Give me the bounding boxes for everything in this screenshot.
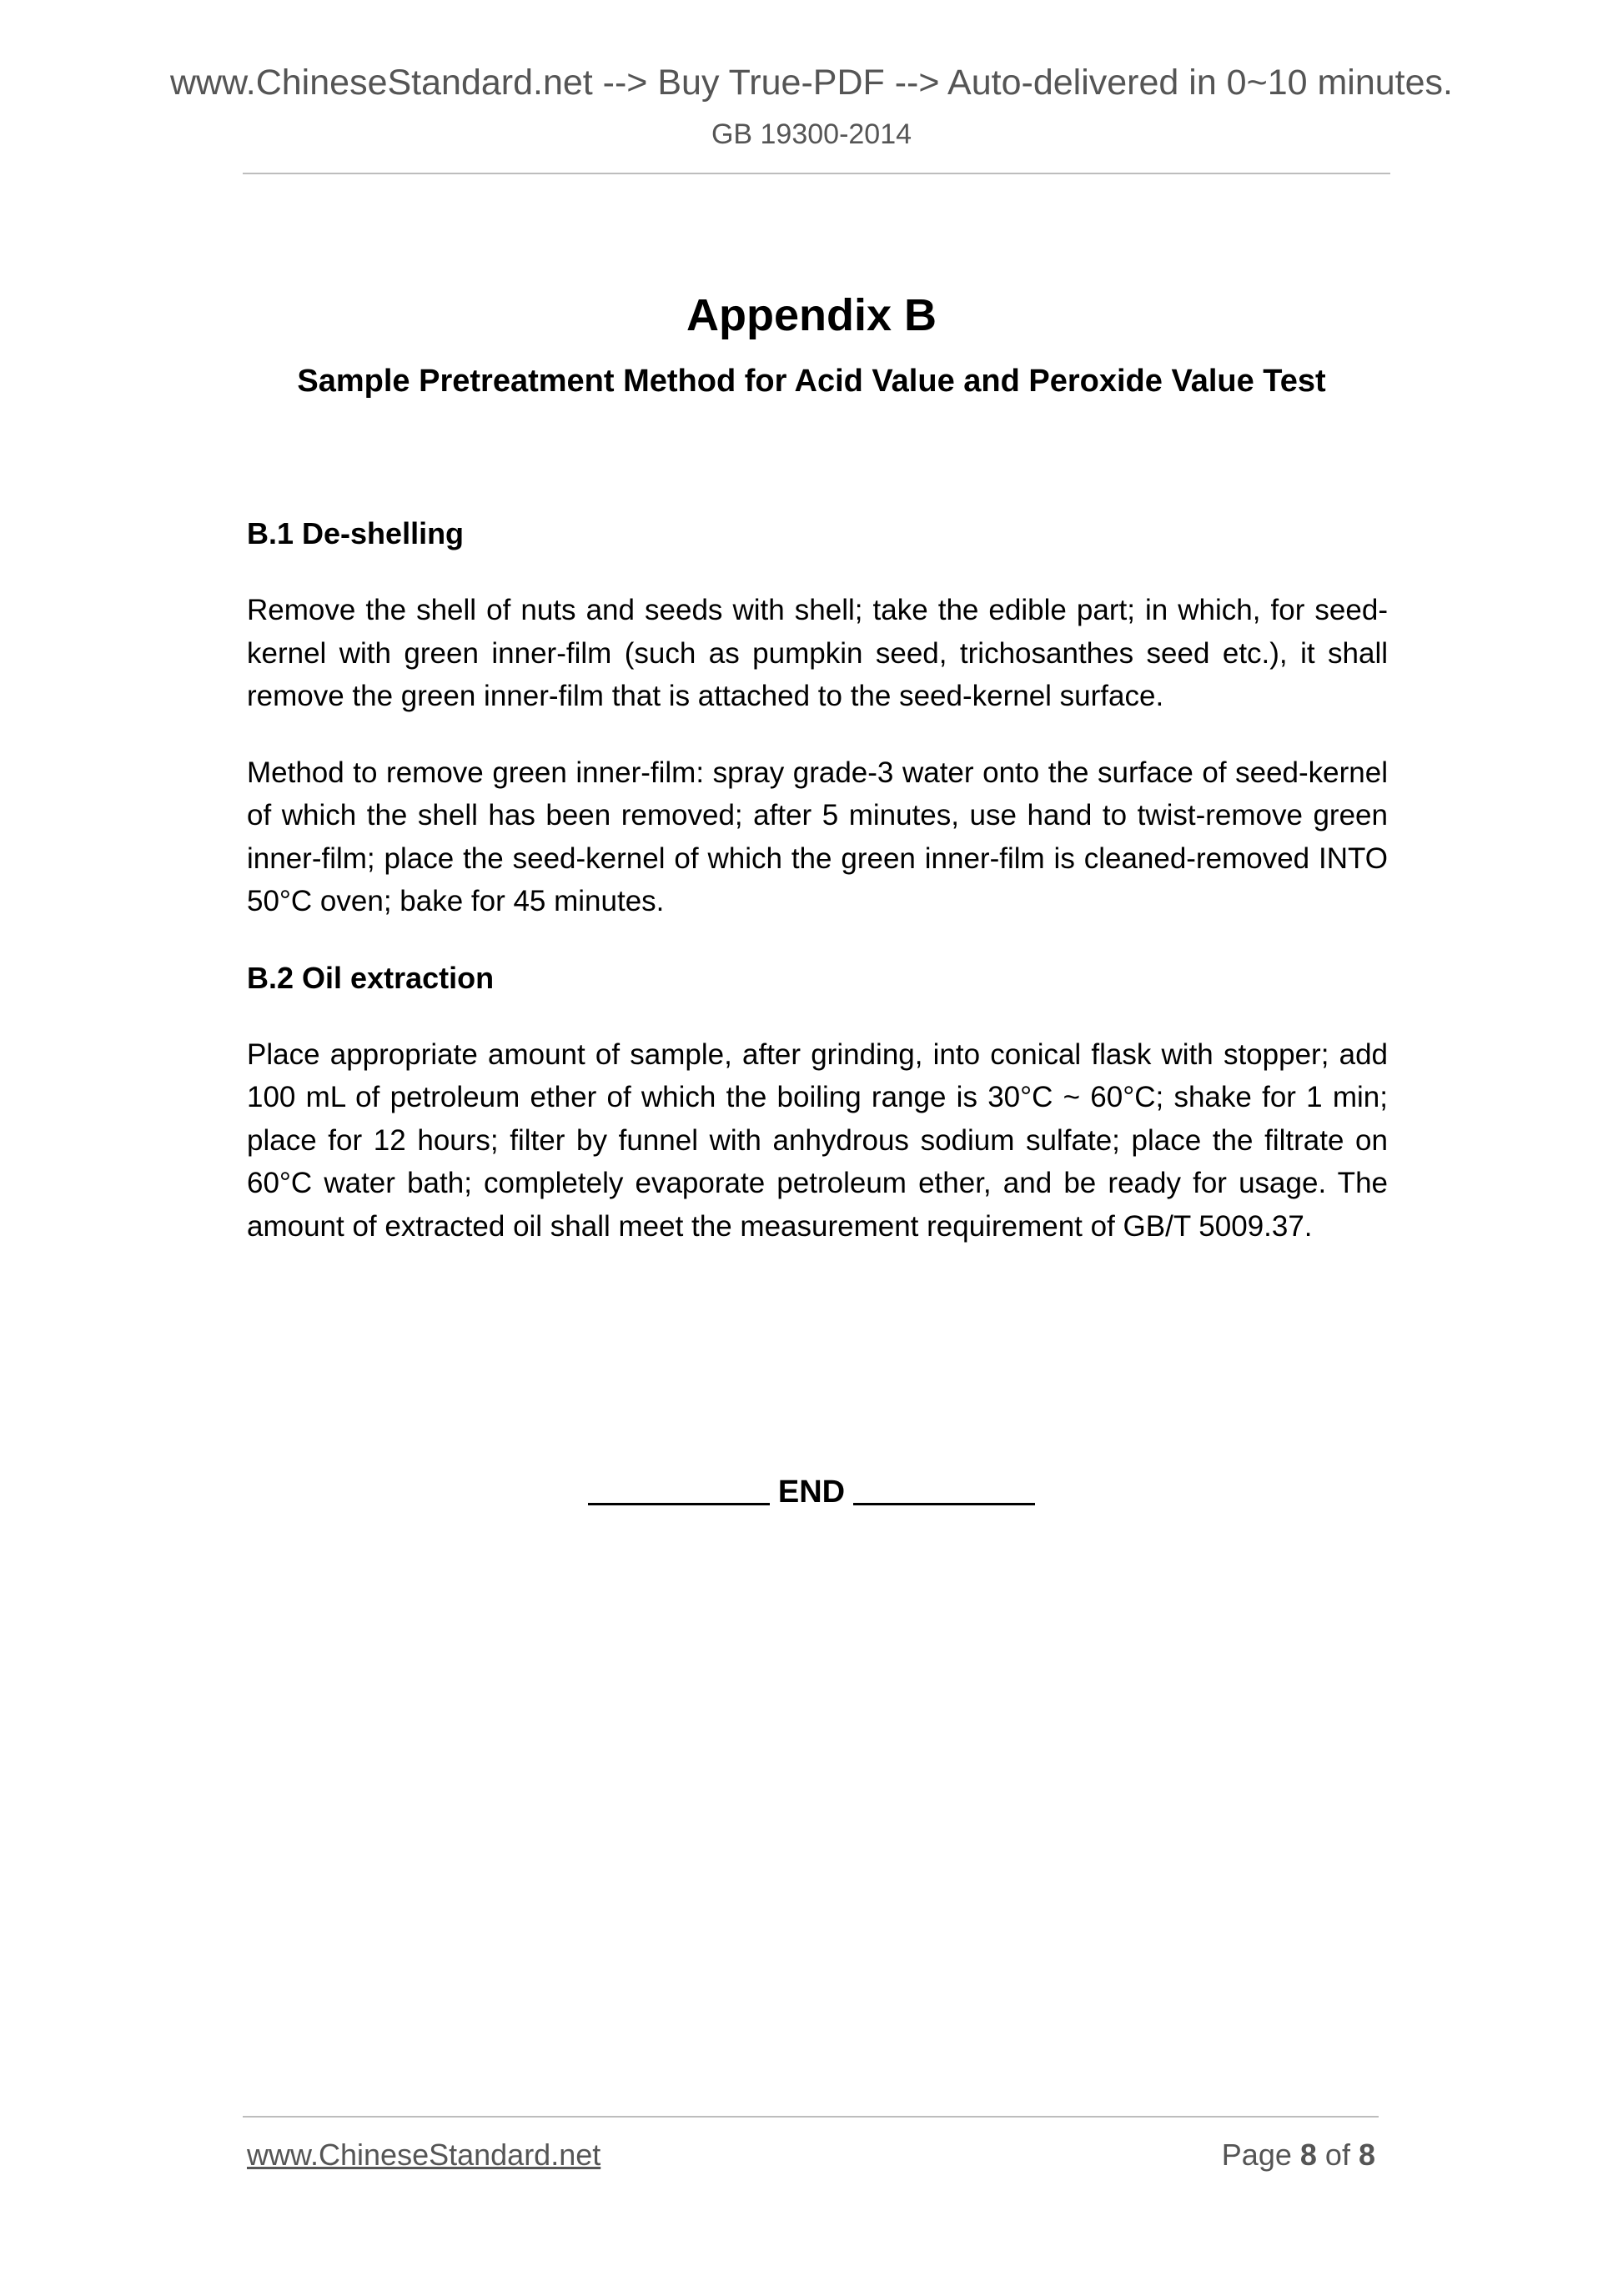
header-banner: www.ChineseStandard.net --> Buy True-PDF --> Auto-delivered in 0~10 minutes. <box>169 63 1453 103</box>
page-indicator <box>1222 2140 1375 2170</box>
paragraph: Place appropriate amount of sample, after grinding, into conical flask with stopper; add 100 mL of petroleum ether of which the boiling range is 30°C ~ 60°C; shake for 1 min; place for 12 hours; filter by funnel with anhydrous sodium sulfate; place the filtrate on 60°C water bath; completely evaporate petroleum ether, and be ready for usage. The amount of extracted oil shall meet the measurement requirement of GB/T 5009.37. <box>247 1037 1388 1243</box>
page-prefix: Page <box>1221 2138 1292 2172</box>
appendix-title: Appendix B <box>686 290 937 340</box>
end-marker <box>0 1476 1623 1508</box>
end-rule-right <box>853 1503 1035 1505</box>
page-current: 8 <box>1299 2138 1317 2172</box>
end-rule-left <box>588 1503 770 1505</box>
section-deshelling <box>247 512 1388 923</box>
paragraph: Remove the shell of nuts and seeds with shell; take the edible part; in which, for seed-kernel with green inner-film (such as pumpkin seed, trichosanthes seed etc.), it shall remove the green inner-film that is attached to the seed-kernel surface. <box>247 594 1388 712</box>
footer-divider <box>243 2116 1379 2118</box>
footer-website-link[interactable]: www.ChineseStandard.net <box>247 2138 601 2172</box>
header-divider <box>243 173 1390 174</box>
paragraph: Method to remove green inner-film: spray grade-3 water onto the surface of seed-kernel of which the shell has been removed; after 5 minutes, use hand to twist-remove green inner-film; place the seed-kernel of which the green inner-film is cleaned-removed INTO 50°C oven; bake for 45 minutes. <box>247 756 1388 917</box>
appendix-subtitle: Sample Pretreatment Method for Acid Value and Peroxide Value Test <box>297 364 1326 399</box>
standard-number: GB 19300-2014 <box>711 118 912 150</box>
section-heading: B.1 De-shelling <box>247 516 465 550</box>
end-label: END <box>777 1475 846 1510</box>
section-heading: B.2 Oil extraction <box>247 960 495 995</box>
page-total: 8 <box>1358 2138 1375 2172</box>
page-of: of <box>1324 2138 1350 2172</box>
document-body <box>247 512 1388 1281</box>
section-oil-extraction <box>247 957 1388 1248</box>
